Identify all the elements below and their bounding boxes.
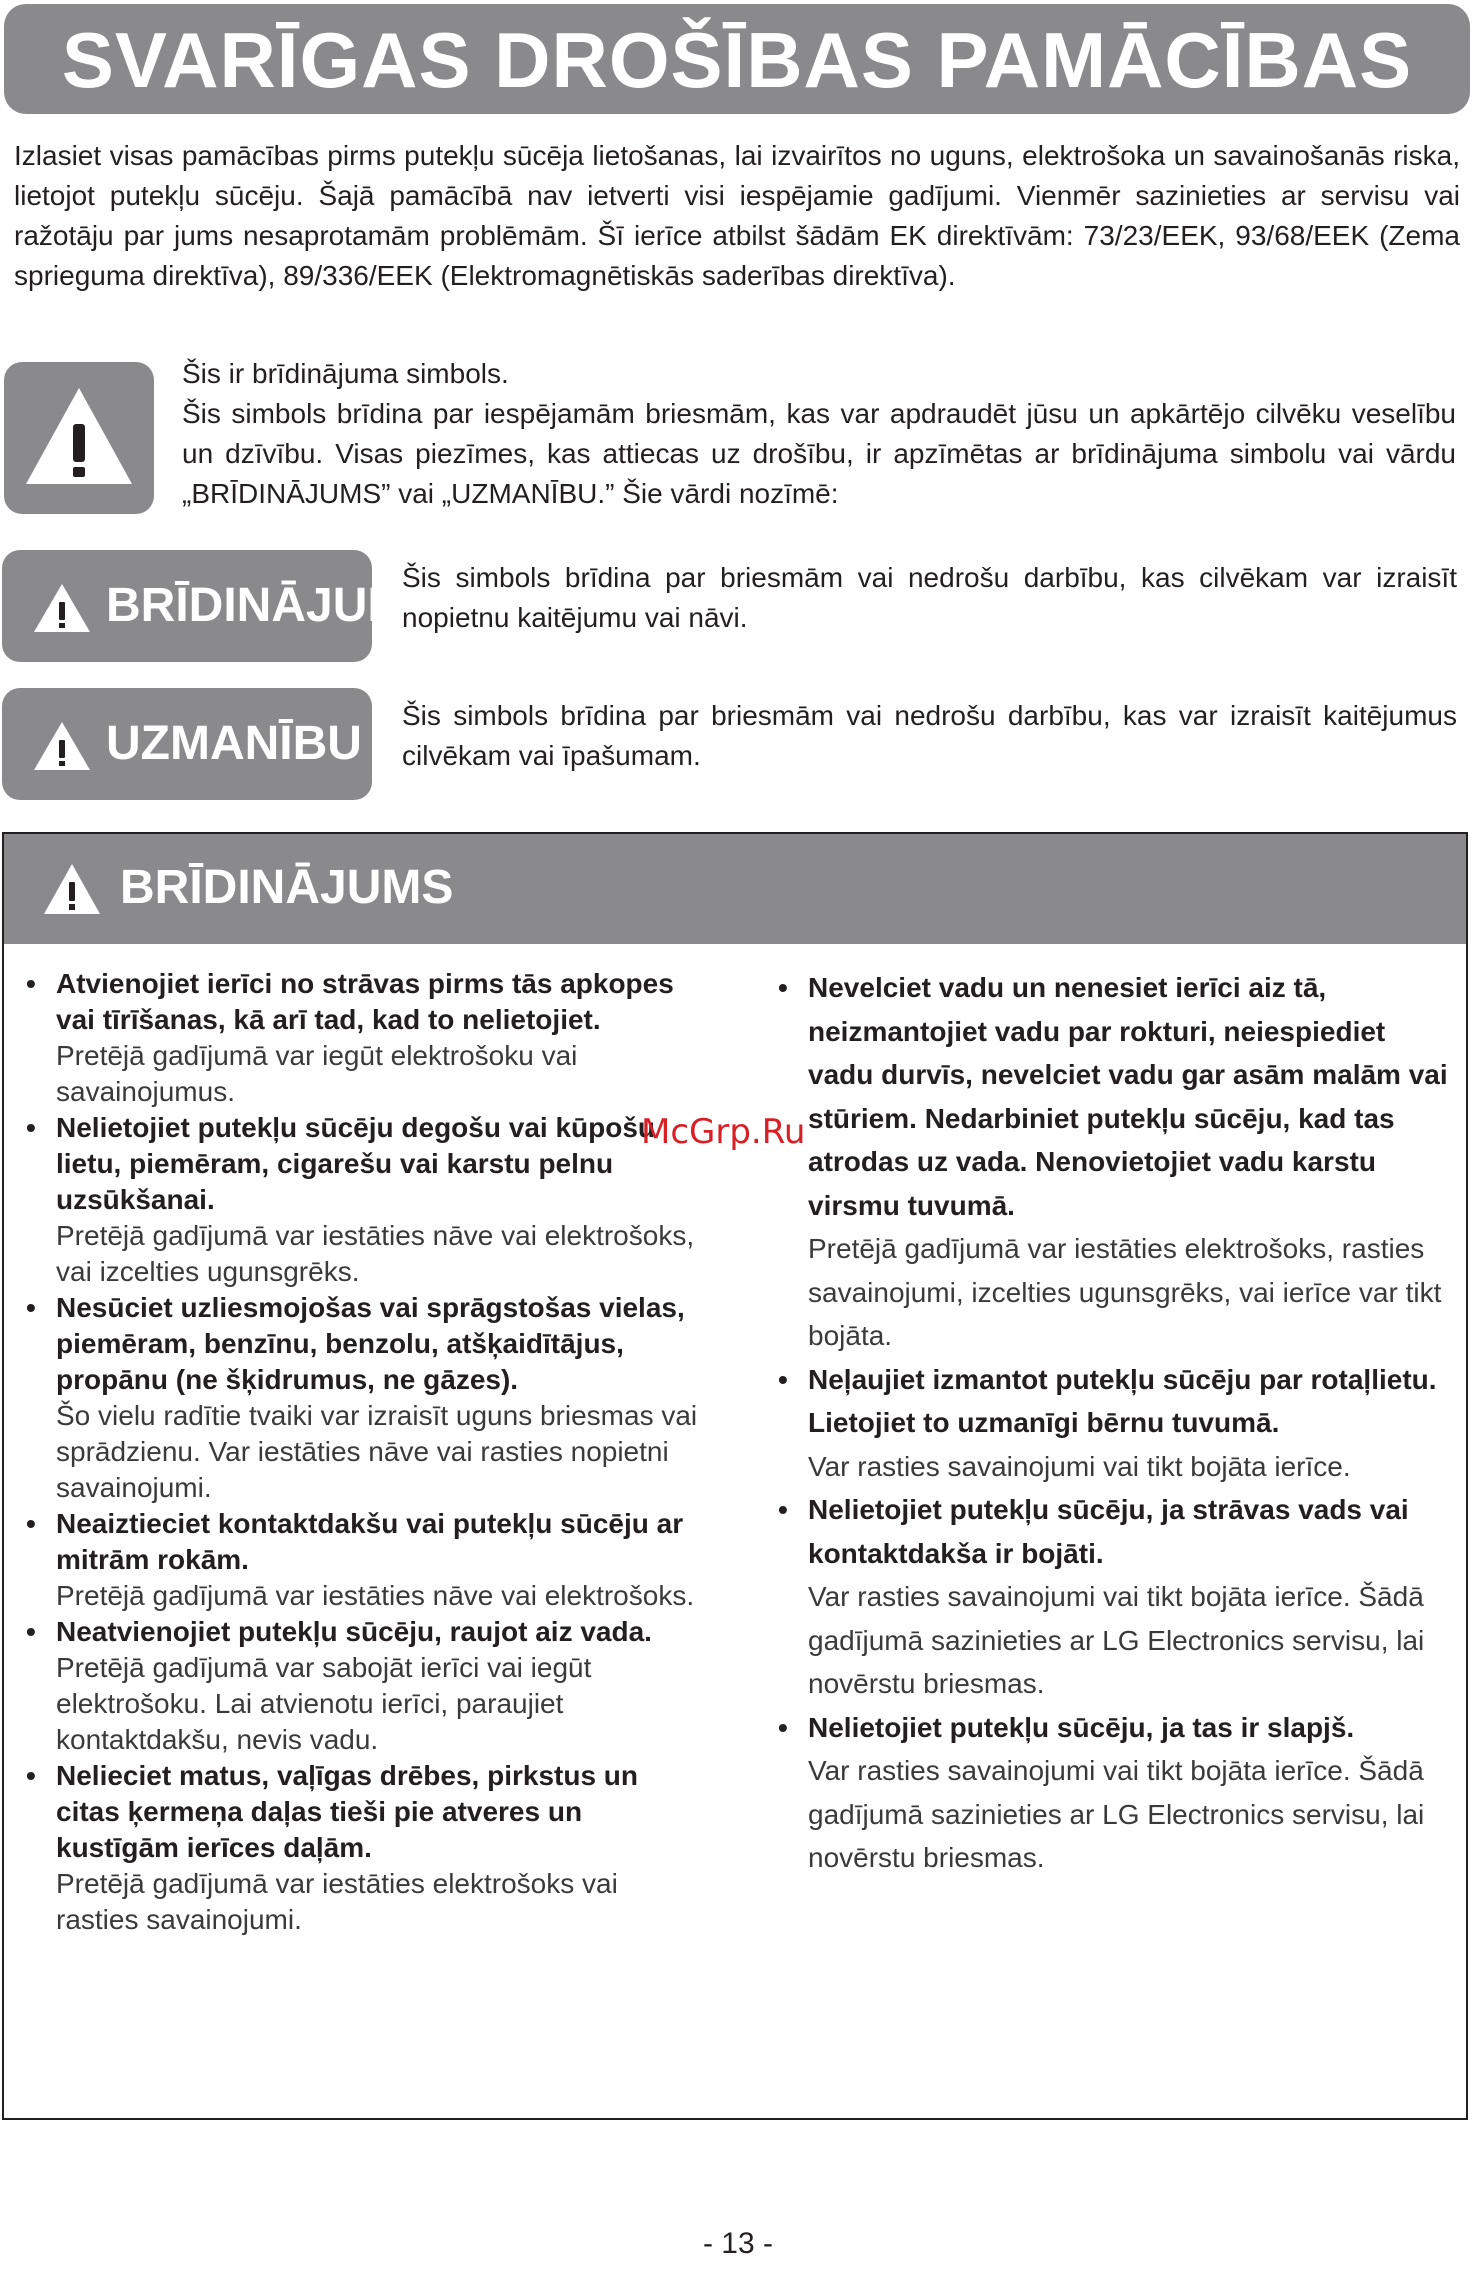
badge-warning-desc: Šis simbols brīdina par briesmām vai nedrošu darbību, kas cilvēkam var izraisīt nopietnu kaitējumu vai nāvi.: [402, 562, 1457, 633]
item-desc: Var rasties savainojumi vai tikt bojāta ierīce.: [808, 1450, 1351, 1482]
item-heading: Nelietojiet putekļu sūcēju, ja tas ir slapjš.: [808, 1711, 1355, 1743]
warning-panel: [2, 832, 1468, 2120]
item-heading: Nelieciet matus, vaļīgas drēbes, pirkstus un citas ķermeņa daļas tieši pie atveres un kustīgām ierīces daļām.: [56, 1760, 638, 1863]
badge-warning: [2, 550, 440, 662]
badge-caution: [2, 688, 372, 800]
badge-caution-label: UZMANĪBU: [106, 717, 362, 770]
badge-caution-desc: Šis simbols brīdina par briesmām vai nedrošu darbību, kas var izraisīt kaitējumus cilvēkam vai īpašumam.: [402, 700, 1457, 771]
item-desc: Var rasties savainojumi vai tikt bojāta ierīce. Šādā gadījumā sazinieties ar LG Electronics servisu, lai novērstu briesmas.: [808, 1755, 1425, 1873]
item-heading: Nesūciet uzliesmojošas vai sprāgstošas vielas, piemēram, benzīnu, benzolu, atšķaidītājus, propānu (ne šķidrumus, ne gāzes).: [56, 1292, 685, 1395]
warning-triangle-icon: [32, 582, 92, 634]
list-item: [26, 1614, 706, 1758]
bullet: •: [778, 1363, 788, 1395]
symbol-explanation: [182, 354, 1456, 514]
bullet: •: [26, 1616, 36, 1647]
item-heading: Neļaujiet izmantot putekļu sūcēju par rotaļlietu. Lietojiet to uzmanīgi bērnu tuvumā.: [808, 1363, 1437, 1438]
bullet: •: [26, 1112, 36, 1143]
list-item: [778, 966, 1458, 1358]
warning-triangle-icon: [32, 720, 92, 772]
bullet: •: [778, 1494, 788, 1525]
item-desc: Pretējā gadījumā var iestāties nāve vai elektrošoks, vai izcelties ugunsgrēks.: [56, 1220, 695, 1287]
list-item: [26, 1290, 706, 1506]
list-item: [778, 1488, 1458, 1706]
bullet: •: [26, 1508, 36, 1539]
item-desc: Pretējā gadījumā var iestāties nāve vai elektrošoks.: [56, 1580, 695, 1611]
page-title: SVARĪGAS DROŠĪBAS PAMĀCĪBAS: [61, 16, 1413, 104]
item-heading: Nelietojiet putekļu sūcēju degošu vai kūpošu lietu, piemēram, cigarešu vai karstu pelnu uzsūkšanai.: [56, 1112, 656, 1215]
list-item: [26, 1110, 706, 1290]
list-item: [26, 1758, 706, 1938]
intro-paragraph: Izlasiet visas pamācības pirms putekļu sūcēja lietošanas, lai izvairītos no uguns, elektrošoka un savainošanās riska, lietojot putekļu sūcēju. Šajā pamācībā nav ietverti visi iespējamie gadījumi. Vienmēr sazinieties ar servisu vai ražotāju par jums nesaprotamām problēmām. Šī ierīce atbilst šādām EK direktīvām: 73/23/EEK, 93/68/EEK (Zema sprieguma direktīva), 89/336/EEK (Elektromagnētiskās saderības direktīva).: [14, 140, 1460, 291]
item-desc: Šo vielu radītie tvaiki var izraisīt uguns briesmas vai sprādzienu. Var iestāties nāve vai rasties nopietni savainojumi.: [56, 1400, 698, 1503]
list-item: [778, 1358, 1458, 1489]
bullet: •: [778, 972, 788, 1003]
symbol-line-2: Šis simbols brīdina par iespējamām briesmām, kas var apdraudēt jūsu un apkārtējo cilvēku veselību un dzīvību. Visas piezīmes, kas attiecas uz drošību, ir apzīmētas ar brīdinājuma simbolu vai vārdu „BRĪDINĀJUMS” vai „UZMANĪBU.” Šie vārdi nozīmē:: [182, 398, 1456, 509]
item-heading: Atvienojiet ierīci no strāvas pirms tās apkopes vai tīrīšanas, kā arī tad, kad to nelietojiet.: [56, 968, 674, 1035]
item-desc: Pretējā gadījumā var iegūt elektrošoku vai savainojumus.: [56, 1040, 578, 1107]
list-item: [26, 966, 706, 1110]
item-heading: Nelietojiet putekļu sūcēju, ja strāvas vads vai kontaktdakša ir bojāti.: [808, 1494, 1409, 1569]
title-bar: [4, 4, 1470, 114]
item-heading: Neatvienojiet putekļu sūcēju, raujot aiz vada.: [56, 1616, 652, 1647]
bullet: •: [26, 1760, 36, 1791]
warning-panel-header: [4, 834, 1466, 944]
bullet: •: [778, 1711, 788, 1743]
badge-warning-label: BRĪDINĀJUMS: [106, 579, 440, 632]
page-number: - 13 -: [702, 2227, 774, 2260]
watermark: McGrp.Ru: [641, 1112, 806, 1152]
list-item: [26, 1506, 706, 1614]
item-desc: Pretējā gadījumā var iestāties elektrošoks, rasties savainojumi, izcelties ugunsgrēks, vai ierīce var tikt bojāta.: [808, 1233, 1442, 1351]
warning-triangle-icon: [22, 380, 136, 494]
warning-symbol-box: [4, 362, 154, 514]
item-heading: Nevelciet vadu un nenesiet ierīci aiz tā, neizmantojiet vadu par rokturi, neiespiediet vadu durvīs, nevelciet vadu gar asām malām vai stūriem. Nedarbiniet putekļu sūcēju, kad tas atrodas uz vada. Nenovietojiet vadu karstu virsmu tuvumā.: [808, 972, 1448, 1221]
warning-list-right: [778, 966, 1458, 1880]
bullet: •: [26, 1292, 36, 1323]
warning-triangle-icon: [42, 862, 102, 916]
item-heading: Neaiztieciet kontaktdakšu vai putekļu sūcēju ar mitrām rokām.: [56, 1508, 684, 1575]
symbol-line-1: Šis ir brīdinājuma simbols.: [182, 358, 509, 389]
item-desc: Pretējā gadījumā var iestāties elektrošoks vai rasties savainojumi.: [56, 1868, 618, 1935]
item-desc: Pretējā gadījumā var sabojāt ierīci vai iegūt elektrošoku. Lai atvienotu ierīci, paraujiet kontaktdakšu, nevis vadu.: [56, 1652, 592, 1755]
list-item: [778, 1706, 1458, 1880]
warning-list-left: [26, 966, 706, 1938]
item-desc: Var rasties savainojumi vai tikt bojāta ierīce. Šādā gadījumā sazinieties ar LG Electronics servisu, lai novērstu briesmas.: [808, 1581, 1425, 1699]
warning-panel-title: BRĪDINĀJUMS: [120, 861, 454, 914]
bullet: •: [26, 968, 36, 999]
